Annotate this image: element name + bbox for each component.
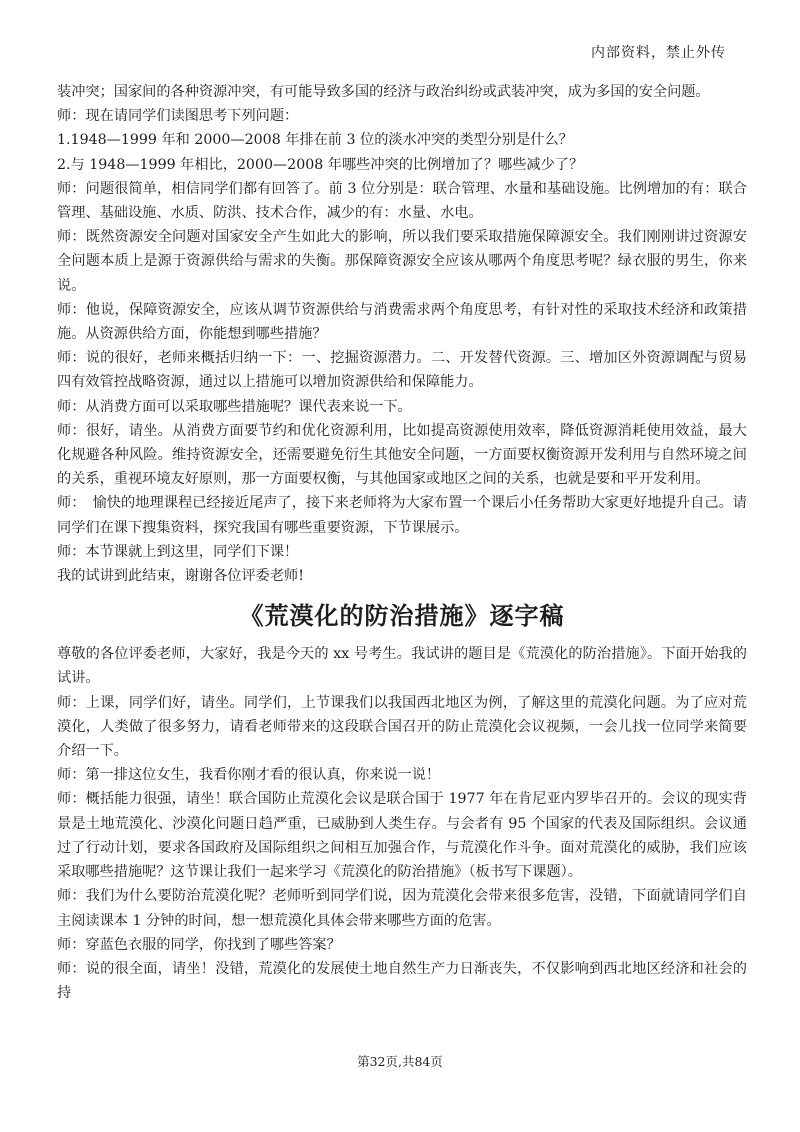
- paragraph: 1.1948—1999 年和 2000—2008 年排在前 3 位的淡水冲突的类型分别是什么？: [57, 132, 573, 149]
- paragraph: 我的试讲到此结束，谢谢各位评委老师!: [57, 568, 304, 585]
- paragraph: 师：穿蓝色衣服的同学，你找到了哪些答案？: [57, 936, 341, 953]
- page-footer: 第32页,共84页: [357, 1054, 443, 1069]
- paragraph: 师： 愉快的地理课程已经接近尾声了，接下来老师将为大家布置一个课后小任务帮助大家更好地提升自己。请同学们在课下搜集资料，探究我国有哪些重要资源，下节课展示。: [57, 495, 747, 536]
- paragraph: 师：现在请同学们读图思考下列问题：: [57, 108, 299, 125]
- paragraph: 尊敬的各位评委老师，大家好，我是今天的 xx 号考生。我试讲的题目是《荒漠化的防治措施》。下面开始我的试讲。: [57, 646, 747, 687]
- paragraph: 师：从消费方面可以采取哪些措施呢？课代表来说一下。: [57, 398, 412, 415]
- paragraph: 师：很好，请坐。从消费方面要节约和优化资源利用，比如提高资源使用效率，降低资源消耗使用效益，最大化规避各种风险。维持资源安全，还需要避免衍生其他安全问题，一方面要权衡资源开发利用与自然环境之间的关系，重视环境友好原则，那一方面要权衡，与其他国家或地区之间的关系，也就是要和平开发利用。: [57, 422, 747, 488]
- section-title: 《荒漠化的防治措施》逐字稿: [239, 601, 565, 631]
- paragraph: 师：上课，同学们好，请坐。同学们，上节课我们以我国西北地区为例，了解这里的荒漠化问题。为了应对荒漠化，人类做了很多努力，请看老师带来的这段联合国召开的防止荒漠化会议视频，一会儿找一位同学来简要介绍一下。: [57, 694, 747, 760]
- paragraph: 2.与 1948—1999 年相比，2000—2008 年哪些冲突的比例增加了？哪些减少了？: [57, 156, 584, 173]
- document-body: [57, 80, 747, 1005]
- paragraph: 师：问题很简单，相信同学们都有回答了。前 3 位分别是：联合管理、水量和基础设施。比例增加的有：联合管理、基础设施、水质、防洪、技术合作，减少的有：水量、水电。: [57, 180, 747, 222]
- paragraph: 师：第一排这位女生，我看你刚才看的很认真，你来说一说！: [57, 767, 441, 784]
- header-note: 内部资料，禁止外传: [591, 45, 726, 61]
- paragraph: 师：说的很全面，请坐！没错，荒漠化的发展使土地自然生产力日渐丧失，不仅影响到西北地区经济和社会的持: [57, 960, 747, 1002]
- paragraph: 师：本节课就上到这里，同学们下课！: [57, 543, 299, 560]
- paragraph: 师：概括能力很强，请坐！联合国防止荒漠化会议是联合国于 1977 年在肯尼亚内罗毕召开的。会议的现实背景是土地荒漠化、沙漠化问题日趋严重，已威胁到人类生存。与会者有 95 个国家的代表及国际组织。会议通过了行动计划，要求各国政府及国际组织之间相互加强合作，与荒漠化作斗争。面对荒漠化的威胁，我们应该采取哪些措施呢？这节课让我们一起来学习《荒漠化的防治措施》（板书写下课题）。: [57, 791, 747, 881]
- paragraph: 师：我们为什么要防治荒漠化呢？老师听到同学们说，因为荒漠化会带来很多危害，没错，下面就请同学们自主阅读课本 1 分钟的时间，想一想荒漠化具体会带来哪些方面的危害。: [57, 888, 747, 929]
- paragraph: 师：他说，保障资源安全，应该从调节资源供给与消费需求两个角度思考，有针对性的采取技术经济和政策措施。从资源供给方面，你能想到哪些措施？: [57, 301, 747, 343]
- paragraph: 师：说的很好，老师来概括归纳一下：一、挖掘资源潜力。二、开发替代资源。三、增加区外资源调配与贸易四有效管控战略资源，通过以上措施可以增加资源供给和保障能力。: [57, 350, 747, 391]
- paragraph: 师：既然资源安全问题对国家安全产生如此大的影响，所以我们要采取措施保障源安全。我们刚刚讲过资源安全问题本质上是源于资源供给与需求的失衡。那保障资源安全应该从哪两个角度思考呢？绿衣服的男生，你来说。: [57, 229, 747, 294]
- paragraph: 装冲突；国家间的各种资源冲突，有可能导致多国的经济与政治纠纷或武装冲突，成为多国的安全问题。: [57, 84, 710, 100]
